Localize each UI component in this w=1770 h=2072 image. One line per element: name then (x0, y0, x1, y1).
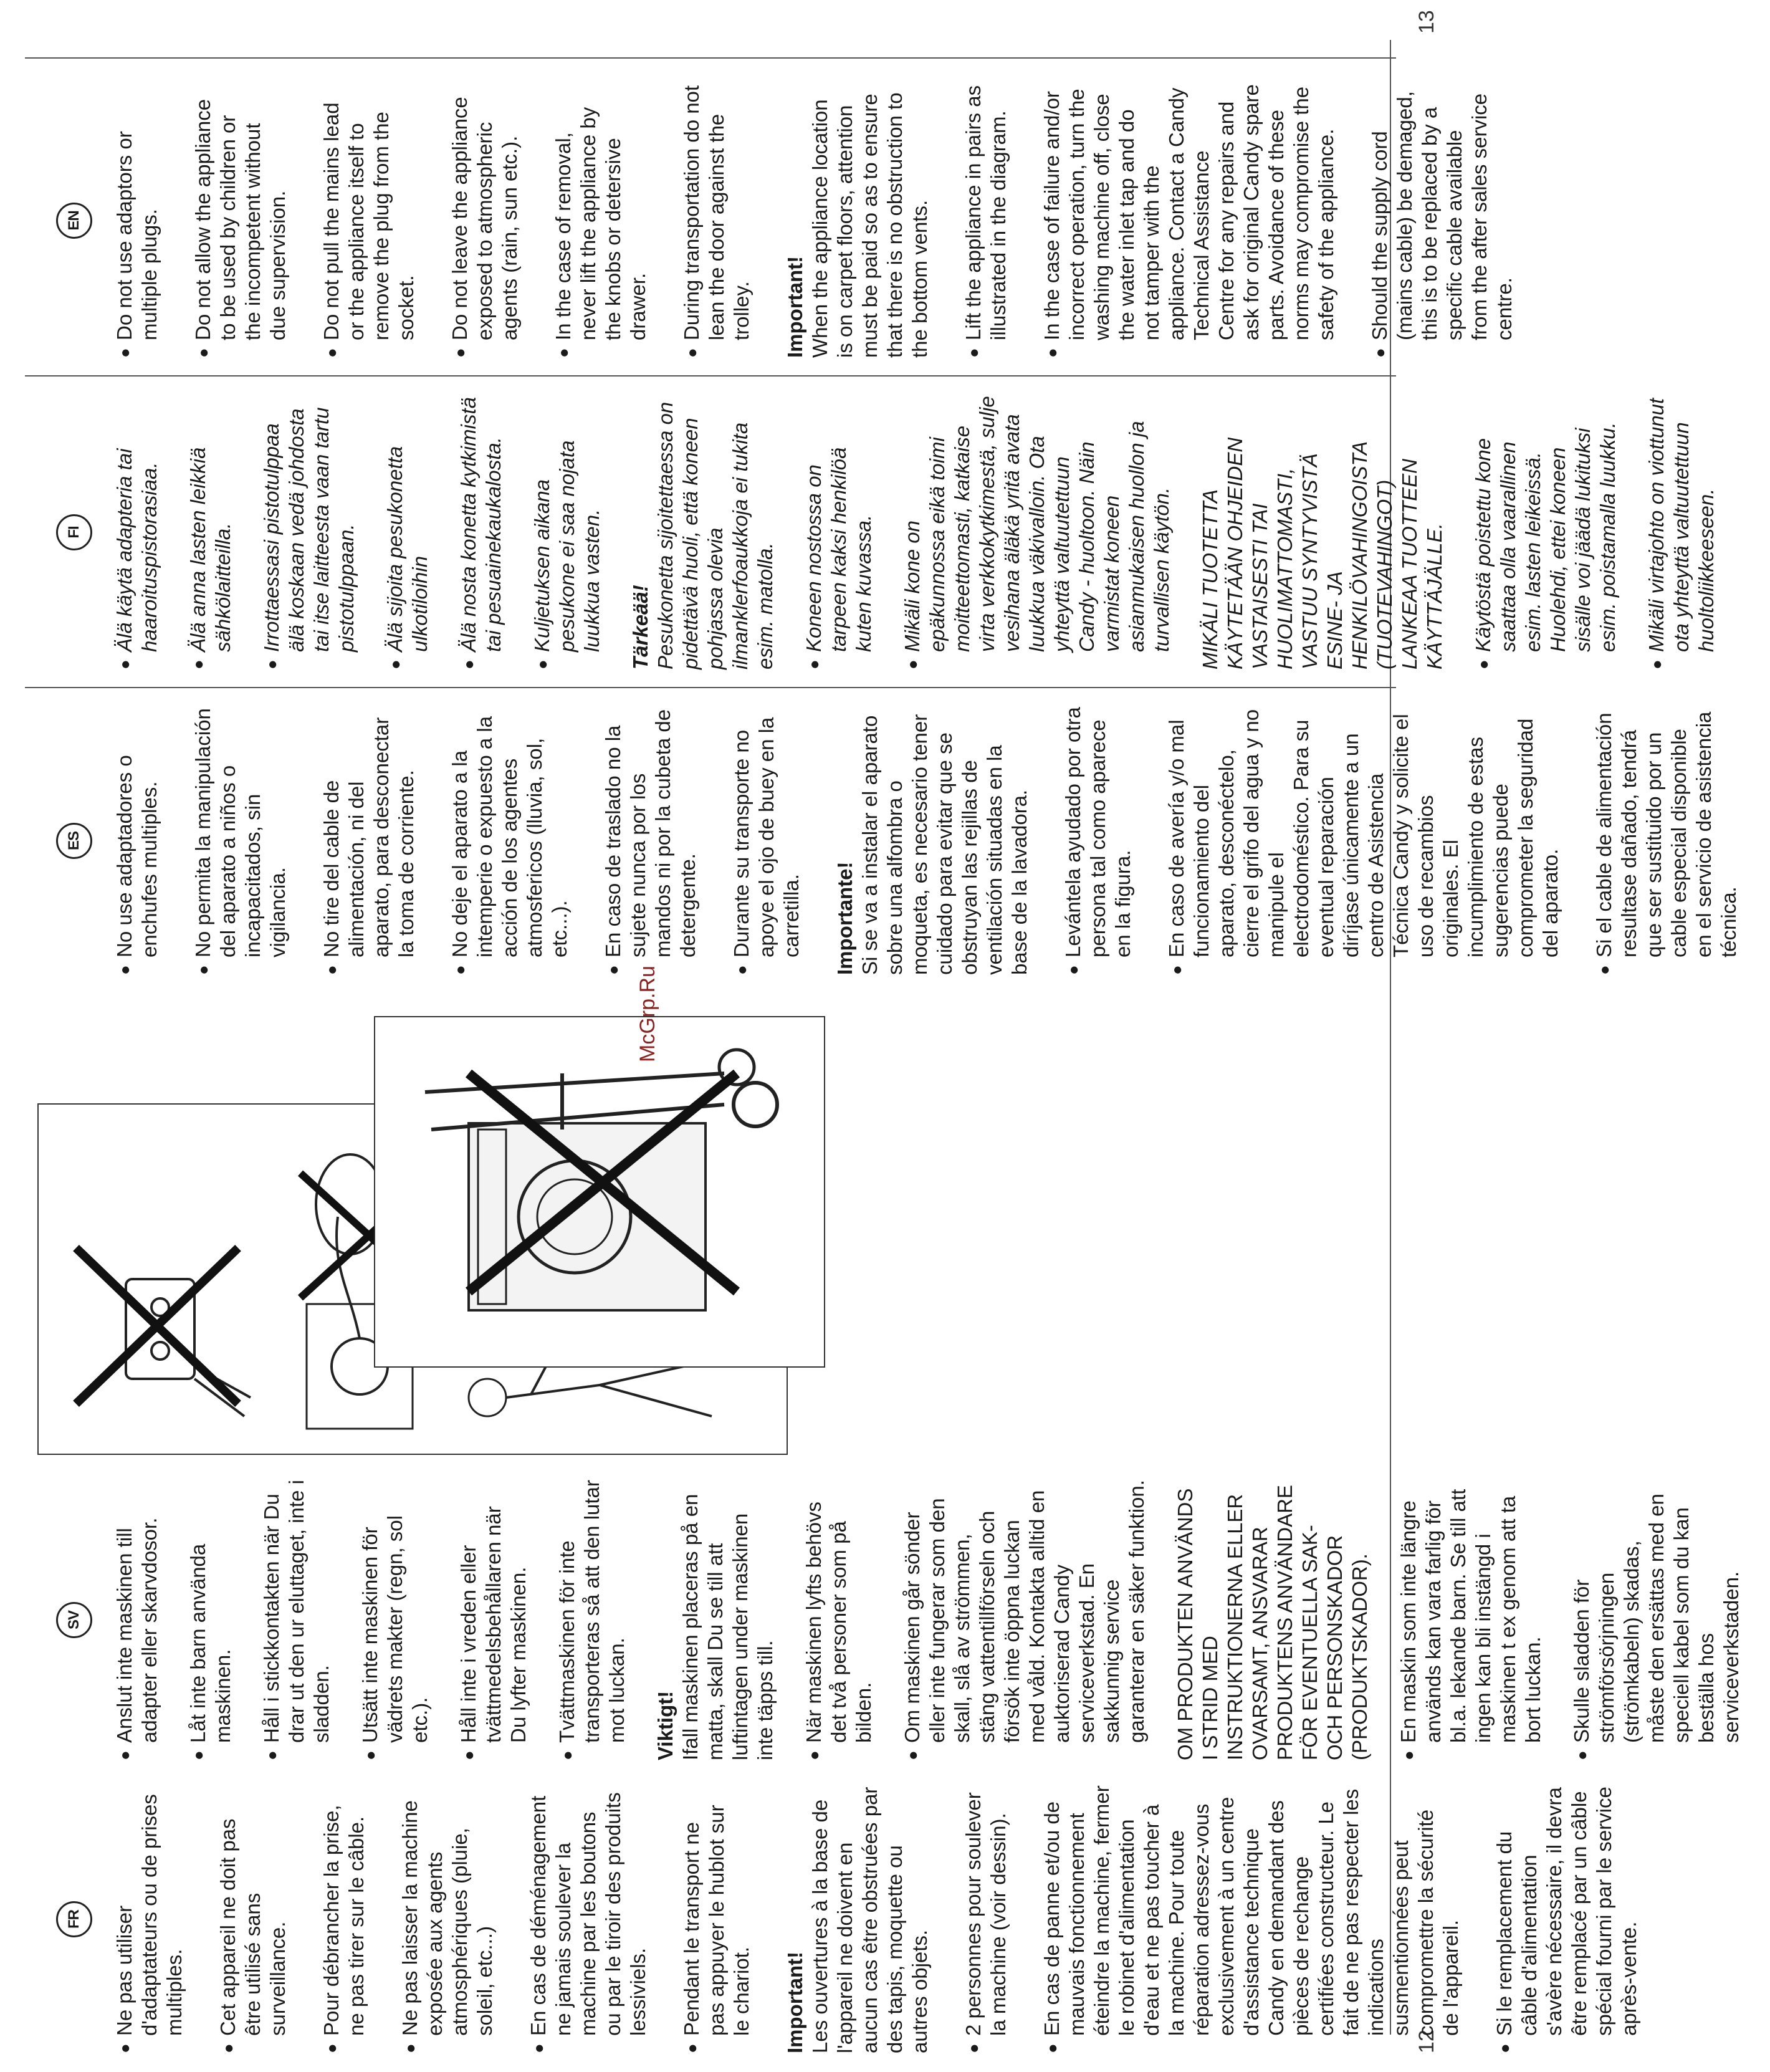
es-item-2: ● No permita la manipulación del aparato a niños o incapacitados, sin vigilancia. (191, 707, 290, 975)
es-item-8: ● En caso de avería y/o mal funcionamiento del aparato, desconéctelo, cierre el grifo del agua y no manipule el electrodoméstico. Para su eventual reparación diríjase únicamente a un centro de Asistencia Técnica Candy y solicite el uso de recambios originales. El incumplimiento de estas sugerencias puede comprometer la seguridad del aparato. (1164, 707, 1563, 975)
trolley-svg (375, 1020, 821, 1366)
language-badge-es: ES (56, 823, 92, 859)
es-important-title: Importante! (833, 861, 856, 975)
language-badge-sv: SV (56, 1602, 92, 1638)
column-en (56, 84, 1546, 358)
column-sv (56, 1480, 1768, 1760)
fi-important-text: Pesukonetta sijoitettaessa on pidettävä huoli, että koneen pohjassa olevia ilmanklerfoaukkoja ei tukita esim. matolla. (654, 401, 777, 669)
en-item-5: ● In the case of removal, never lift the appliance by the knobs or detersive drawer. (551, 84, 651, 358)
sv-item-3: ● Håll i stickkontakten när Du drar ut den ur eluttaget, inte i sladden. (259, 1480, 334, 1760)
multi-plug-illustration (76, 1248, 251, 1416)
watermark: McGrp.Ru (636, 966, 659, 1062)
fi-item-6: ● Kuljetuksen aikana pesukone ei saa nojata luukkua vasten. (530, 395, 605, 669)
fr-item-5: ● En cas de déménagement ne jamais soulever la machine par les boutons ou par le tiroir des produits lessiviels. (526, 1785, 651, 2053)
language-badge-fr: FR (56, 1901, 92, 1937)
es-item-3: ● No tire del cable de alimentación, ni del aparato, para desconectar la toma de corriente. (319, 707, 419, 975)
fi-item-1: ● Älä käytä adapteria tai haaroituspistorasiaa. (112, 395, 162, 669)
fr-item-3: ● Pour débrancher la prise, ne pas tirer sur le câble. (319, 1785, 369, 2053)
fi-item-7: ● Koneen nostossa on tarpeen kaksi henkilöä kuten kuvassa. (801, 395, 876, 669)
fi-important-title: Tärkeää! (629, 585, 652, 669)
en-item-2: ● Do not allow the appliance to be used by children or the incompetent without due supervision. (191, 84, 290, 358)
es-item-7: ● Levántela ayudado por otra persona tal como aparece en la figura. (1061, 707, 1136, 975)
sv-important-text: Ifall maskinen placeras på en matta, skall Du se till att luftintagen under maskinen inte täpps till. (679, 1494, 777, 1760)
right-edge-rule (25, 57, 1396, 59)
fi-item-8: ● Mikäli kone on epäkunnossa eikä toimi moitteettomasti, katkaise virta verkkokytkimestä, sulje vesihana äläkä yritä avata luukkua väkivalloin. Ota yhteyttä valtuutettuun Candy - huoltoon. Näin varmistat koneen asianmukaisen huollon ja turvallisen käytön. (900, 395, 1174, 669)
fi-item-5: ● Älä nosta konetta kytkimistä tai pesuainekaukalosta. (456, 395, 506, 669)
fr-important-title: Important! (783, 1951, 806, 2053)
sv-item-8: ● Om maskinen går sönder eller inte fungerar som den skall, slå av strömmen, stäng vattentillförseln och försök inte öppna luckan med våld. Kontakta alltid en auktoriserad Candy serviceverkstad. En sakkunnig service garanterar en säker funktion. (900, 1480, 1149, 1760)
fr-item-2: ● Cet appareil ne doit pas être utilisé sans surveillance. (216, 1785, 290, 2053)
fi-important (628, 395, 778, 669)
es-important-text: Si se va a instalar el aparato sobre una alfombra o moqueta, es necesario tener cuidado para evitar que se obstruyan las rejillas de ventilación situadas en la base de la lavadora. (858, 714, 1031, 975)
es-item-5: ● En caso de traslado no la sujete nunca por los mandos ni por la cubeta de detergente. (601, 707, 701, 975)
sv-important (653, 1480, 778, 1760)
trolley-illustration-box (374, 1016, 825, 1368)
en-item-1: ● Do not use adaptors or multiple plugs. (112, 84, 162, 358)
fr-item-7: ● 2 personnes pour soulever la machine (voir dessin). (961, 1785, 1011, 2053)
en-important-text: When the appliance location is on carpet floors, attention must be paid so as to ensure that there is no obstruction to the bottom vents. (808, 92, 931, 358)
en-item-4: ● Do not leave the appliance exposed to atmospheric agents (rain, sun etc.). (447, 84, 522, 358)
fi-item-9: MIKÄLI TUOTETTA KÄYTETÄÄN OHJEIDEN VASTAISESTI TAI HUOLIMATTOMASTI, VASTUU SYNTYVISTÄ ESINE- JA HENKILÖVAHINGOISTA (TUOTEVAHINGOT) LANKEAA TUOTTEEN KÄYTTÄJÄLLE. (1198, 437, 1446, 669)
es-item-1: ● No use adaptadores o enchufes multiples. (112, 707, 162, 975)
sv-item-9: OM PRODUKTEN ANVÄNDS I STRID MED INSTRUKTIONERNA ELLER OVARSAMT, ANSVARAR PRODUKTENS ANVÄNDARE FÖR EVENTUELLA SAK- OCH PERSONSKADOR (PRODUKTSKADOR). (1174, 1485, 1371, 1760)
column-divider-1 (25, 687, 1396, 688)
es-item-9: ● Si el cable de alimentación resultase dañado, tendrá que ser sustituido por un cable especial disponible en el servicio de asistencia técnica. (1592, 707, 1741, 975)
column-fi (56, 395, 1743, 669)
fr-important (783, 1785, 932, 2053)
sv-item-7: ● När maskinen lyfts behövs det två personer som på bilden. (801, 1480, 876, 1760)
sv-item-11: ● Skulle sladden för strömförsörjningen (strömkabeln) skadas, måste den ersättas med en speciell kabel som du kan beställa hos serviceverkstaden. (1569, 1480, 1744, 1760)
es-item-4: ● No deje el aparato a la intemperie o expuesto a la acción de los agentes atmosfericos (lluvia, sol, etc...). (447, 707, 572, 975)
fr-item-9: ● Si le remplacement du câble d'alimentation s'avère nécessaire, il devra être remplacé par un câble spécial fourni par le service après-vente. (1492, 1785, 1642, 2053)
page-number-right: 13 (1415, 10, 1438, 34)
en-item-6: ● During transportation do not lean the door against the trolley. (679, 84, 754, 358)
fr-item-6: ● Pendant le transport ne pas appuyer le hublot sur le chariot. (679, 1785, 754, 2053)
sv-item-2: ● Låt inte barn använda maskinen. (186, 1480, 236, 1760)
es-item-6: ● Durante su transporte no apoye el ojo de buey en la carretilla. (729, 707, 804, 975)
fi-item-11: ● Mikäli virtajohto on viottunut ota yhteyttä valtuutettuun huoltoliikkeeseen. (1644, 395, 1719, 669)
column-fr (56, 1785, 1670, 2053)
language-badge-en: EN (56, 203, 92, 239)
language-badge-fi: FI (56, 514, 92, 550)
fi-item-10: ● Käytöstä poistettu kone saattaa olla vaarallinen esim. lasten leikeissä. Huolehdi, ettei koneen sisälle voi jäädä lukituksi esim. poistamalla luukku. (1471, 395, 1620, 669)
fr-item-4: ● Ne pas laisser la machine exposée aux agents atmosphériques (pluie, soleil, etc...) (398, 1785, 497, 2053)
en-important-title: Important! (783, 256, 806, 358)
en-item-3: ● Do not pull the mains lead or the appliance itself to remove the plug from the socket. (319, 84, 419, 358)
sv-item-10: ● En maskin som inte längre används kan vara farlig för bl.a. lekande barn. Se till att ingen kan bli instängd i maskinen t ex genom att ta bort luckan. (1396, 1480, 1546, 1760)
fr-item-1: ● Ne pas utiliser d'adaptateurs ou de prises multiples. (112, 1785, 187, 2053)
sv-important-title: Viktigt! (654, 1691, 677, 1760)
column-divider-2 (25, 375, 1396, 377)
en-important (783, 84, 932, 358)
fi-item-3: ● Irrottaessasi pistotulppaa älä koskaan vedä johdosta tai itse laitteesta vaan tartu pistotulppaan. (259, 395, 359, 669)
fi-item-4: ● Älä sijoita pesukonetta ulkotiloihin (383, 395, 433, 669)
es-important (833, 707, 1032, 975)
fr-item-8: ● En cas de panne et/ou de mauvais fonctionnement éteindre la machine, fermer le robinet d'alimentation d'eau et ne pas toucher à la machine. Pour toute réparation adressez-vous exclusivement à un centre d'assistance technique Candy en demandant des pièces de rechange certifiées constructeur. Le fait de ne pas respecter les indications susmentionnées peut compromettre la sécurité de l'appareil. (1040, 1785, 1463, 2053)
en-item-7: ● Lift the appliance in pairs as illustrated in the diagram. (961, 84, 1011, 358)
en-item-9: ● Should the supply cord (mains cable) be demaged, this is to be replaced by a specific cable available from the after sales service centre. (1367, 84, 1517, 358)
sv-item-6: ● Tvättmaskinen för inte transporteras så att den lutar mot luckan. (555, 1480, 629, 1760)
sv-item-4: ● Utsätt inte maskinen för vädrets makter (regn, sol etc.). (358, 1480, 433, 1760)
column-es (56, 707, 1770, 975)
sv-item-5: ● Håll inte i vreden eller tvättmedelsbehållaren när Du lyfter maskinen. (456, 1480, 531, 1760)
fr-important-text: Les ouvertures à la base de l'appareil ne doivent en aucun cas être obstruées par des tapis, moquette ou autres objets. (808, 1787, 931, 2053)
sv-item-1: ● Anslut inte maskinen till adapter eller skarvdosor. (112, 1480, 162, 1760)
page-number-left: 12 (1415, 2030, 1438, 2053)
en-item-8: ● In the case of failure and/or incorrect operation, turn the washing machine off, close the water inlet tap and do not tamper with the appliance. Contact a Candy Technical Assistance Centre for any repairs and ask for original Candy spare parts. Avoidance of these norms may compromise the safety of the appliance. (1040, 84, 1339, 358)
fi-item-2: ● Älä anna lasten leikkiä sähkölaitteilla. (186, 395, 236, 669)
